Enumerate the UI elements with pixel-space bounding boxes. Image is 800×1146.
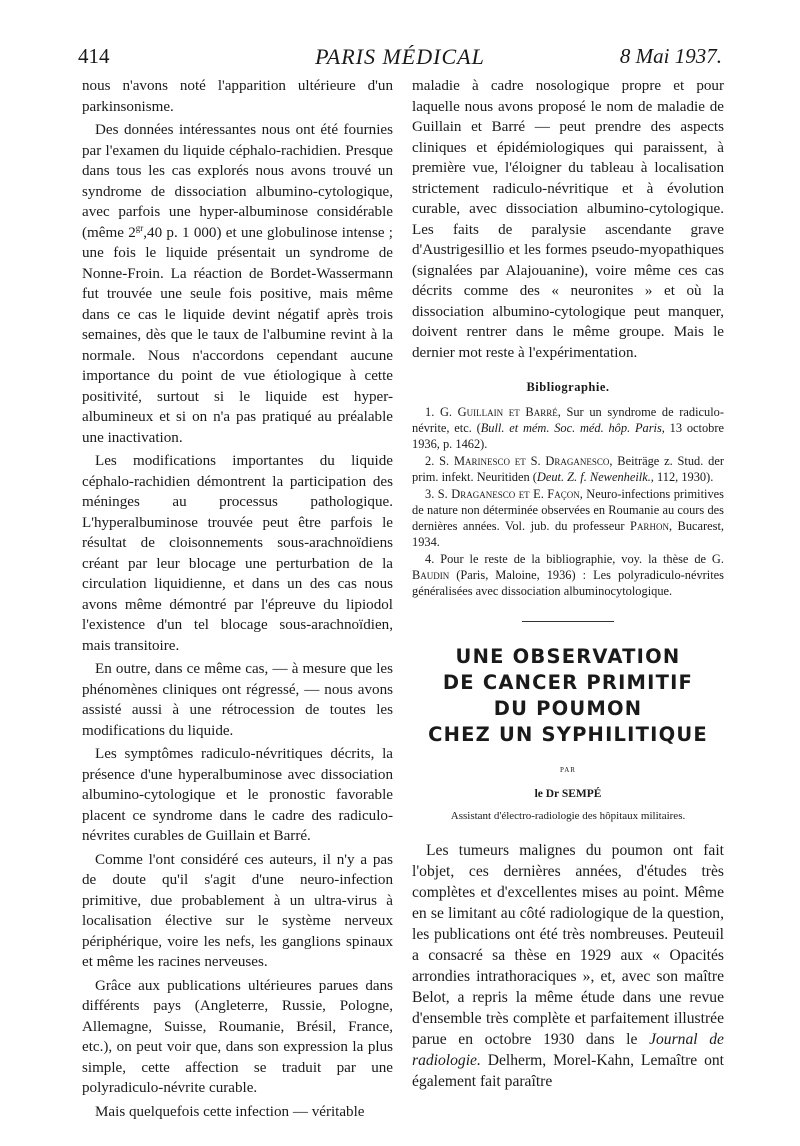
text: Les tumeurs malignes du poumon ont fait l'objet, ces dernières années, d'études très complètes et d'excellentes mises au point. Même en se limitant au côté radiologique de la question, les publications ont été très nombreuses. Peuteuil a consacré sa thèse en 1929 aux « Opacités arrondies intrathoraciques », et, avec son maître Belot, a repris la même étude dans une revue d'ensemble très complète et parfaitement illustrée parue en octobre 1930 dans le	[412, 842, 724, 1048]
entry-authors: S. Marinesco et S. Draganesco,	[439, 453, 613, 468]
entry-text: Beiträge z. Stud. der prim. infekt. Neuritiden (	[412, 453, 724, 484]
title-line: CHEZ UN SYPHILITIQUE	[428, 722, 708, 746]
bibliography-entry	[412, 486, 724, 550]
paragraph: Comme l'ont considéré ces auteurs, il n'y a pas de doute qu'il s'agit d'une neuro-infection primitive, due probablement à un ultra-virus à localisation élective sur le système nerveux périphérique, voire les nefs, les ganglions spinaux et même les racines nerveuses.	[82, 851, 393, 970]
article-title	[412, 644, 724, 748]
bibliography-entry	[412, 404, 724, 452]
paragraph: Les modifications importantes du liquide céphalo-rachidien démontrent la participation des méninges au processus pathologique. L'hyperalbuminose trouvée peut être parfois le résultat de cloisonnements sous-arachnoïdiens créant par leur blocage une perturbation de la circulation liquidienne, et dans un des cas nous avons même démontré par l'épreuve du lipiodol l'existence d'un tel blocage sous-arachnoïdien, mais transitoire.	[82, 453, 393, 654]
entry-authors: S. Draganesco et E. Façon,	[437, 486, 583, 501]
entry-text: (Paris, Maloine, 1936) : Les polyradiculo-névrites généralisées avec dissociation albuminocytologique.	[412, 567, 724, 598]
entry-name: Baudin	[412, 567, 450, 582]
page-number: 414	[78, 44, 110, 68]
article-body	[412, 840, 724, 1092]
superscript: gr	[135, 222, 144, 233]
journal-name: Journal de radiologie.	[412, 1031, 724, 1069]
title-line: DU POUMON	[493, 696, 643, 720]
bibliography-entry	[412, 551, 724, 599]
entry-number: 2.	[425, 453, 435, 468]
author-affiliation: Assistant d'électro-radiologie des hôpitaux militaires.	[450, 809, 686, 822]
paragraph: Grâce aux publications ultérieures parues dans différents pays (Angleterre, Russie, Pologne, Allemagne, Suisse, Roumanie, Brésil, France, etc.), on peut voir que, dans son expression la plus simple, cette affection se traduit par une polyradiculo-névrite curable.	[82, 977, 393, 1096]
paragraph: Les symptômes radiculo-névritiques décrits, la présence d'une hyperalbuminose avec dissociation albumino-cytologique et le pronostic favorable placent ce syndrome dans le cadre des radiculo-névrites curables de Guillain et Barré.	[82, 746, 393, 844]
right-column	[412, 76, 724, 1092]
byline-par: PAR	[560, 765, 576, 774]
title-line: DE CANCER PRIMITIF	[442, 670, 694, 694]
entry-text: Sur un syndrome de radiculo-névrite, etc. (	[412, 404, 724, 435]
entry-journal: Bull. et mém. Soc. méd. hôp. Paris,	[480, 420, 665, 435]
article-author: le Dr SEMPÉ	[534, 788, 602, 800]
entry-text: 13 octobre 1936, p. 1462).	[412, 420, 724, 451]
left-column	[82, 76, 393, 1125]
text: Des données intéressantes nous ont été fournies par l'examen du liquide céphalo-rachidien. Presque dans tous les cas explorés nous avons trouvé un syndrome de dissociation albumino-cytologique, avec parfois une hyper-albuminose considérable (même 2	[82, 122, 393, 241]
issue-date: 8 Mai 1937.	[619, 44, 722, 68]
paragraph: En outre, dans ce même cas, — à mesure que les phénomènes cliniques ont régressé, — nous avons assisté aussi à une rétrocession de toutes les modifications du liquide.	[82, 661, 393, 739]
entry-name: Parhon,	[630, 518, 673, 533]
paragraph	[82, 120, 393, 448]
entry-authors: G. Guillain et Barré,	[439, 404, 561, 419]
bibliography	[412, 404, 724, 599]
entry-number: 4.	[425, 551, 435, 566]
entry-text: 112, 1930).	[653, 469, 714, 484]
paragraph: maladie à cadre nosologique propre et pour laquelle nous avons proposé le nom de maladie de Guillain et Barré — peut prendre des aspects cliniques et épidémiologiques qui paraissent, à première vue, l'éloigner du tableau à localisation strictement radiculo-névritique et à évolution curable, avec dissociation albumino-cytologique. Les faits de paralysie ascendante grave d'Austrigesillio et les formes pseudo-myopathiques (signalées par Alajouanine), voire même ces cas décrits comme des « neuronites » et où la dissociation albumino-cytologique peut manquer, doivent rentrer dans le même groupe. Mais le dernier mot reste à l'expérimentation.	[412, 78, 724, 361]
bibliography-heading: Bibliographie.	[526, 380, 610, 394]
title-line: UNE OBSERVATION	[455, 644, 681, 668]
entry-journal: Deut. Z. f. Newenheilk.,	[536, 469, 654, 484]
journal-title: PARIS MÉDICAL	[315, 44, 485, 69]
page-header	[78, 44, 722, 74]
section-divider	[522, 621, 614, 622]
entry-text: Pour le reste de la bibliographie, voy. la thèse de G.	[440, 551, 724, 566]
paragraph: Mais quelquefois cette infection — véritable	[95, 1103, 365, 1120]
entry-number: 3.	[425, 486, 435, 501]
entry-number: 1.	[425, 404, 435, 419]
text: ,40 p. 1 000) et une globulinose intense ; une fois le liquide présentait un syndrome de Nonne-Froin. La réaction de Bordet-Wassermann fut trouvée une seule fois positive, mais même dans ce cas le liquide devint négatif après trois semaines, dès que le taux de l'albumine revint à la normale. Nous n'accordons cependant aucune importance du point de vue étiologique à cette positivité, surtout si le liquide est hyper-albumineux et si on n'a pas pratiqué au préalable une inactivation.	[82, 224, 393, 446]
paragraph: nous n'avons noté l'apparition ultérieure d'un parkinsonisme.	[82, 78, 393, 115]
entry-text: Bucarest, 1934.	[412, 518, 724, 549]
paragraph	[412, 840, 724, 1092]
text: Delherm, Morel-Kahn, Lemaître ont également fait paraître	[412, 1052, 724, 1090]
bibliography-entry	[412, 453, 724, 485]
entry-text: Neuro-infections primitives de nature non déterminée observées en Roumanie au cours des dernières années. Vol. jub. du professeur	[412, 486, 724, 533]
